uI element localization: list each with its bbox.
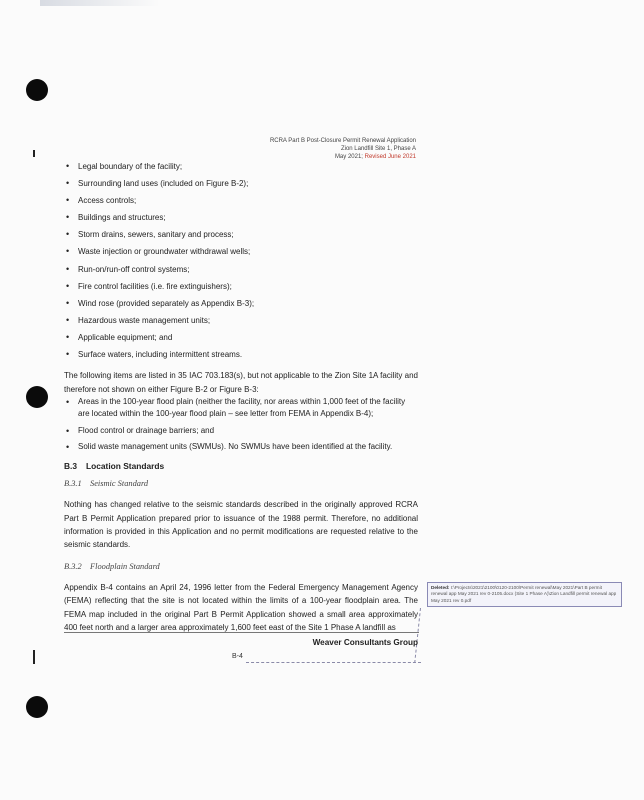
change-bar-top <box>33 150 35 157</box>
header-date: May 2021; <box>334 154 365 160</box>
page-number: B-4 <box>232 653 243 660</box>
subsection-number: B.3.1 <box>64 479 82 489</box>
section-title: Location Standards <box>86 460 165 471</box>
list-item: • Solid waste management units (SWMUs). No SWMUs have been identified at the facility. <box>64 441 418 454</box>
list-item: • Flood control or drainage barriers; and <box>64 425 418 438</box>
list-item: • Surface waters, including intermittent streams. <box>64 346 418 363</box>
balloon-label: Deleted: <box>431 585 450 590</box>
list-item: • Buildings and structures; <box>64 209 418 226</box>
seismic-paragraph: Nothing has changed relative to the seismic standards described in the originally approved RCRA Part B Permit Application prepared prior to issuance of the 1988 permit. Therefore, no additional information is provided in this Application and no permit modifications are requested relative to the seismic standards. <box>64 500 418 550</box>
list-item: • Storm drains, sewers, sanitary and process; <box>64 226 418 243</box>
punch-hole-top <box>26 79 48 101</box>
footer-rule <box>64 632 419 633</box>
header-line-2: Zion Landfill Site 1, Phase A <box>340 146 416 152</box>
subsection-heading-floodplain <box>64 558 418 575</box>
list-item: • Legal boundary of the facility; <box>64 158 418 175</box>
balloon-text: I:\Projects\2021\2100\0120-2100\Permit renewal\May 2021\Part B permit renewal app May 2021 rev 0-2105.docx (Site 1 Phase A)\Zion Landfill permit renewal app May 2021 rev 0.pdf <box>431 585 617 603</box>
subsection-title: Floodplain Standard <box>90 561 160 571</box>
section-number: B.3 <box>64 460 78 471</box>
punch-hole-middle <box>26 386 48 408</box>
floodplain-paragraph: Appendix B-4 contains an April 24, 1996 letter from the Federal Emergency Management Agency (FEMA) reflecting that the site is not located within the limits of a 100-year floodplain area. The FEMA map included in the original Part B Permit Application showed a small area approximately 400 feet north and a larger area approximately 1,600 feet east of the Site 1 Phase A landfill as <box>64 582 418 633</box>
subsection-heading-seismic <box>64 475 418 492</box>
header-revised-date: Revised June 2021 <box>364 154 416 160</box>
subsection-number: B.3.2 <box>64 561 82 571</box>
not-applicable-list <box>64 396 418 454</box>
list-item: • Surrounding land uses (included on Figure B-2); <box>64 175 418 192</box>
scan-smudge <box>40 0 160 6</box>
site-features-list <box>64 158 418 363</box>
change-bar-bottom <box>33 650 35 664</box>
header-line-1: RCRA Part B Post-Closure Permit Renewal Application <box>269 138 416 144</box>
footer-company: Weaver Consultants Group <box>312 638 418 647</box>
list-item: • Applicable equipment; and <box>64 329 418 346</box>
body-content <box>64 158 418 634</box>
list-item: • Access controls; <box>64 192 418 209</box>
tracked-change-balloon <box>427 582 622 607</box>
list-item: • Waste injection or groundwater withdrawal wells; <box>64 243 418 260</box>
punch-hole-bottom <box>26 696 48 718</box>
subsection-title: Seismic Standard <box>90 479 149 489</box>
list-item: • Hazardous waste management units; <box>64 312 418 329</box>
section-heading <box>64 458 418 475</box>
list-item: • Fire control facilities (i.e. fire extinguishers); <box>64 278 418 295</box>
not-applicable-intro: The following items are listed in 35 IAC 703.183(s), but not applicable to the Zion Site 1A facility and therefore not shown on either Figure B-2 or Figure B-3: <box>64 371 418 394</box>
list-item: • Wind rose (provided separately as Appendix B-3); <box>64 295 418 312</box>
list-item: • Areas in the 100-year flood plain (neither the facility, nor areas within 1,000 feet of the facility are located within the 100-year flood plain – see letter from FEMA in Appendix B-4); <box>64 396 418 421</box>
page-number-leader <box>246 662 421 663</box>
list-item: • Run-on/run-off control systems; <box>64 261 418 278</box>
